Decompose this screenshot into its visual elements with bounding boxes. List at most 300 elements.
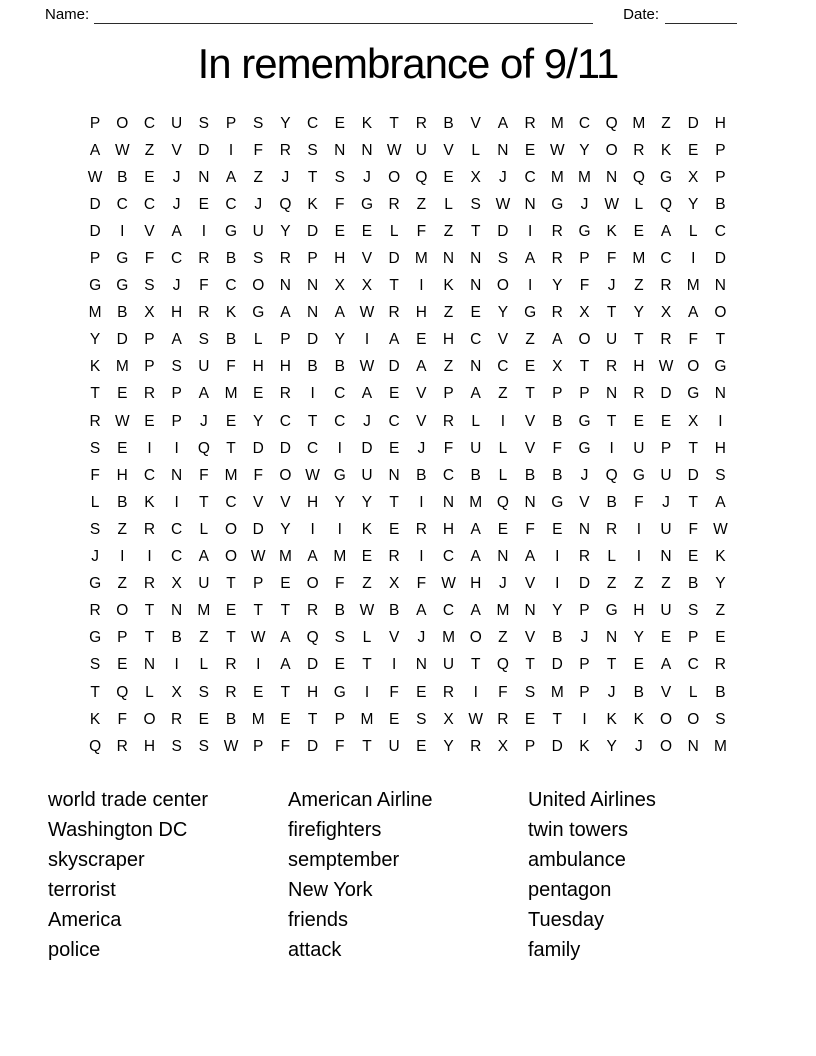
grid-letter: B xyxy=(117,304,128,322)
grid-letter: P xyxy=(715,141,726,159)
grid-letter: Z xyxy=(634,575,644,593)
grid-letter: D xyxy=(388,250,400,268)
grid-letter: O xyxy=(714,304,727,322)
grid-letter: I xyxy=(419,277,424,295)
word-column xyxy=(528,785,768,965)
grid-letter: N xyxy=(606,168,618,186)
grid-letter: T xyxy=(389,114,399,132)
grid-letter: Y xyxy=(334,331,345,349)
grid-letter: U xyxy=(470,439,482,457)
grid-letter: K xyxy=(361,520,373,538)
grid-letter: W xyxy=(223,737,239,755)
grid-letter: N xyxy=(470,277,482,295)
grid-letter: P xyxy=(171,385,182,403)
grid-letter: N xyxy=(714,277,726,295)
grid-letter: F xyxy=(335,737,345,755)
grid-letter: D xyxy=(660,385,672,403)
grid-letter: J xyxy=(580,195,589,213)
grid-letter: S xyxy=(307,141,318,159)
grid-letter: W xyxy=(87,168,103,186)
grid-letter: P xyxy=(660,439,672,457)
grid-letter: T xyxy=(634,331,644,349)
grid-letter: Q xyxy=(605,466,618,484)
grid-letter: C xyxy=(470,331,482,349)
grid-letter: R xyxy=(551,250,563,268)
grid-letter: P xyxy=(171,412,182,430)
grid-letter: H xyxy=(252,358,264,376)
grid-letter: M xyxy=(197,602,211,620)
grid-letter: W xyxy=(549,141,565,159)
grid-letter: R xyxy=(470,737,482,755)
grid-letter: F xyxy=(335,195,345,213)
grid-letter: I xyxy=(174,439,179,457)
grid-letter: C xyxy=(334,412,346,430)
grid-letter: E xyxy=(688,141,699,159)
grid-letter: A xyxy=(307,548,318,566)
grid-letter: A xyxy=(497,114,509,132)
grid-letter: O xyxy=(496,277,509,295)
grid-letter: V xyxy=(416,385,427,403)
grid-letter: S xyxy=(497,250,509,268)
grid-letter: K xyxy=(715,548,726,566)
grid-letter: T xyxy=(579,358,590,376)
grid-letter: R xyxy=(388,548,400,566)
grid-letter: T xyxy=(307,412,318,430)
grid-letter: C xyxy=(279,412,291,430)
grid-letter: C xyxy=(171,250,183,268)
word-list-item: attack xyxy=(288,939,342,962)
grid-letter: T xyxy=(90,683,100,701)
grid-letter: A xyxy=(171,331,182,349)
grid-letter: R xyxy=(551,304,563,322)
grid-letter: E xyxy=(334,656,345,674)
grid-letter: P xyxy=(89,250,101,268)
grid-letter: H xyxy=(171,304,183,322)
grid-letter: I xyxy=(201,222,206,240)
grid-letter: Y xyxy=(688,195,699,213)
grid-letter: S xyxy=(715,710,726,728)
grid-letter: A xyxy=(416,602,427,620)
grid-letter: O xyxy=(660,737,673,755)
grid-letter: Z xyxy=(715,602,726,620)
grid-letter: B xyxy=(334,602,345,620)
date-blank-line[interactable] xyxy=(665,8,737,24)
grid-letter: C xyxy=(714,222,726,240)
grid-letter: V xyxy=(416,412,427,430)
grid-letter: H xyxy=(334,250,346,268)
grid-letter: X xyxy=(497,737,509,755)
grid-letter: M xyxy=(686,277,700,295)
grid-letter: C xyxy=(225,277,237,295)
grid-letter: O xyxy=(469,629,482,647)
grid-letter: Q xyxy=(605,114,618,132)
grid-letter: R xyxy=(714,656,726,674)
word-list-item: friends xyxy=(288,909,349,932)
grid-letter: Z xyxy=(634,277,644,295)
grid-letter: N xyxy=(687,737,699,755)
grid-letter: G xyxy=(714,358,727,376)
grid-letter: M xyxy=(278,548,292,566)
grid-letter: B xyxy=(225,710,237,728)
grid-letter: G xyxy=(551,195,564,213)
grid-letter: N xyxy=(497,141,509,159)
grid-letter: P xyxy=(307,250,318,268)
grid-letter: H xyxy=(279,358,291,376)
grid-letter: G xyxy=(116,277,129,295)
grid-letter: B xyxy=(552,466,563,484)
grid-letter: E xyxy=(388,710,400,728)
grid-letter: A xyxy=(715,493,726,511)
name-blank-line[interactable] xyxy=(94,8,593,24)
grid-letter: H xyxy=(306,493,319,511)
grid-letter: I xyxy=(500,412,506,430)
grid-letter: E xyxy=(280,575,291,593)
grid-letter: U xyxy=(660,466,672,484)
grid-letter: Z xyxy=(443,304,454,322)
grid-letter: N xyxy=(470,250,482,268)
grid-letter: Q xyxy=(279,195,292,213)
grid-letter: K xyxy=(579,737,590,755)
grid-letter: V xyxy=(524,439,536,457)
grid-letter: A xyxy=(660,656,672,674)
grid-letter: D xyxy=(89,222,101,240)
grid-letter: K xyxy=(443,277,454,295)
grid-letter: A xyxy=(416,358,427,376)
grid-letter: K xyxy=(606,222,617,240)
grid-letter: M xyxy=(414,250,428,268)
grid-letter: E xyxy=(416,331,427,349)
grid-letter: D xyxy=(687,466,699,484)
grid-letter: W xyxy=(114,141,130,159)
grid-letter: R xyxy=(225,656,237,674)
grid-letter: Z xyxy=(661,114,671,132)
grid-letter: J xyxy=(199,412,208,430)
grid-letter: J xyxy=(91,548,99,566)
grid-letter: I xyxy=(120,548,125,566)
grid-letter: P xyxy=(715,168,726,186)
grid-letter: E xyxy=(470,304,481,322)
grid-letter: P xyxy=(89,114,101,132)
grid-letter: N xyxy=(334,141,346,159)
grid-letter: M xyxy=(550,168,564,186)
grid-letter: M xyxy=(224,466,238,484)
grid-letter: B xyxy=(171,629,182,647)
grid-letter: S xyxy=(198,683,210,701)
grid-letter: G xyxy=(89,575,102,593)
grid-letter: Y xyxy=(552,602,563,620)
grid-letter: W xyxy=(713,520,728,538)
grid-letter: J xyxy=(580,629,589,647)
grid-letter: M xyxy=(88,304,102,322)
grid-letter: D xyxy=(687,114,699,132)
word-list-item: New York xyxy=(288,879,373,902)
grid-letter: G xyxy=(687,385,700,403)
grid-letter: T xyxy=(280,602,291,620)
grid-letter: B xyxy=(416,466,427,484)
word-column xyxy=(48,785,288,965)
grid-letter: B xyxy=(388,602,400,620)
grid-letter: E xyxy=(117,385,128,403)
grid-letter: Y xyxy=(497,304,509,322)
grid-letter: O xyxy=(116,114,129,132)
page-title: In remembrance of 9/11 xyxy=(197,40,619,87)
grid-letter: T xyxy=(525,385,535,403)
grid-letter: Q xyxy=(415,168,428,186)
grid-letter: J xyxy=(172,195,181,213)
grid-letter: I xyxy=(147,439,152,457)
grid-letter: G xyxy=(360,195,373,213)
grid-letter: N xyxy=(524,493,536,511)
grid-letter: D xyxy=(306,331,319,349)
grid-letter: G xyxy=(252,304,265,322)
grid-letter: D xyxy=(306,222,319,240)
grid-letter: P xyxy=(579,683,590,701)
grid-letter: I xyxy=(555,575,560,593)
grid-letter: L xyxy=(498,439,508,457)
grid-letter: R xyxy=(578,548,591,566)
grid-letter: I xyxy=(392,656,397,674)
grid-letter: N xyxy=(660,548,672,566)
grid-letter: N xyxy=(171,466,183,484)
grid-letter: W xyxy=(250,629,266,647)
grid-letter: T xyxy=(307,710,318,728)
grid-letter: Z xyxy=(443,358,454,376)
grid-letter: T xyxy=(226,575,236,593)
grid-letter: Q xyxy=(116,683,129,701)
grid-letter: S xyxy=(89,439,101,457)
grid-letter: I xyxy=(419,548,424,566)
grid-letter: T xyxy=(280,683,291,701)
grid-letter: A xyxy=(470,385,481,403)
grid-letter: Y xyxy=(334,493,345,511)
grid-letter: T xyxy=(144,602,155,620)
grid-letter: T xyxy=(606,304,617,322)
grid-letter: G xyxy=(89,277,102,295)
grid-letter: F xyxy=(688,331,698,349)
grid-letter: E xyxy=(144,412,155,430)
grid-letter: W xyxy=(359,358,375,376)
grid-letter: W xyxy=(386,141,402,159)
grid-letter: T xyxy=(606,412,617,430)
grid-letter: L xyxy=(253,331,263,349)
grid-letter: E xyxy=(497,520,509,538)
grid-letter: A xyxy=(660,222,672,240)
grid-letter: D xyxy=(551,737,563,755)
word-column xyxy=(288,785,528,965)
word-list-item: firefighters xyxy=(288,819,382,842)
grid-letter: R xyxy=(388,304,400,322)
grid-letter: L xyxy=(688,683,698,701)
grid-letter: H xyxy=(442,331,455,349)
grid-letter: N xyxy=(388,466,400,484)
grid-letter: E xyxy=(388,520,400,538)
grid-letter: A xyxy=(198,548,210,566)
grid-letter: D xyxy=(198,141,210,159)
grid-letter: W xyxy=(305,466,320,484)
grid-letter: F xyxy=(199,466,209,484)
grid-letter: B xyxy=(715,683,726,701)
grid-letter: O xyxy=(660,710,673,728)
grid-letter: P xyxy=(579,656,590,674)
grid-letter: C xyxy=(442,466,455,484)
grid-letter: B xyxy=(688,575,699,593)
grid-letter: S xyxy=(334,629,345,647)
grid-letter: Z xyxy=(443,222,454,240)
grid-letter: A xyxy=(524,548,536,566)
grid-letter: R xyxy=(606,520,618,538)
grid-letter: P xyxy=(443,385,454,403)
grid-letter: F xyxy=(525,520,535,538)
grid-letter: V xyxy=(443,141,454,159)
grid-letter: K xyxy=(660,141,672,159)
grid-letter: X xyxy=(443,710,454,728)
grid-letter: E xyxy=(416,683,427,701)
grid-letter: N xyxy=(470,358,482,376)
grid-letter: I xyxy=(337,439,342,457)
word-list-item: pentagon xyxy=(528,879,612,902)
grid-letter: D xyxy=(551,656,563,674)
grid-letter: D xyxy=(279,439,291,457)
grid-letter: J xyxy=(634,737,643,755)
grid-letter: A xyxy=(89,141,101,159)
grid-letter: B xyxy=(443,114,454,132)
name-label: Name: xyxy=(45,6,90,23)
worksheet-page xyxy=(0,6,816,1056)
grid-letter: R xyxy=(143,575,156,593)
grid-letter: Y xyxy=(280,114,291,132)
grid-letter: Y xyxy=(715,575,726,593)
grid-letter: F xyxy=(552,439,563,457)
grid-letter: P xyxy=(280,331,291,349)
grid-letter: J xyxy=(172,168,181,186)
grid-letter: D xyxy=(116,331,128,349)
grid-letter: L xyxy=(688,222,698,240)
grid-letter: X xyxy=(171,575,182,593)
grid-letter: V xyxy=(361,250,373,268)
grid-letter: V xyxy=(524,575,536,593)
grid-letter: D xyxy=(252,520,264,538)
grid-letter: A xyxy=(470,602,481,620)
grid-letter: D xyxy=(388,358,400,376)
grid-letter: Z xyxy=(525,331,535,349)
grid-letter: B xyxy=(225,250,237,268)
grid-letter: R xyxy=(279,250,291,268)
grid-letter: S xyxy=(198,331,210,349)
grid-letter: V xyxy=(470,114,481,132)
letter-grid xyxy=(82,110,735,760)
grid-letter: G xyxy=(660,168,673,186)
grid-letter: E xyxy=(225,412,237,430)
grid-letter: A xyxy=(470,548,481,566)
grid-letter: W xyxy=(250,548,266,566)
grid-letter: J xyxy=(607,683,616,701)
grid-letter: I xyxy=(473,683,478,701)
grid-letter: T xyxy=(226,629,236,647)
grid-letter: B xyxy=(307,358,318,376)
grid-letter: R xyxy=(279,385,291,403)
grid-letter: Y xyxy=(361,493,373,511)
grid-letter: W xyxy=(468,710,484,728)
grid-letter: Q xyxy=(496,493,509,511)
grid-letter: O xyxy=(252,277,265,295)
grid-letter: N xyxy=(524,195,536,213)
grid-letter: Z xyxy=(606,575,617,593)
grid-letter: C xyxy=(388,412,400,430)
grid-letter: I xyxy=(174,656,179,674)
grid-letter: D xyxy=(89,195,101,213)
grid-letter: C xyxy=(334,385,346,403)
grid-letter: B xyxy=(606,493,617,511)
grid-letter: C xyxy=(660,250,672,268)
grid-letter: Y xyxy=(552,277,563,295)
grid-letter: X xyxy=(334,277,345,295)
grid-letter: G xyxy=(605,602,618,620)
grid-letter: W xyxy=(114,412,130,430)
grid-letter: A xyxy=(280,304,291,322)
grid-letter: K xyxy=(633,710,645,728)
grid-letter: M xyxy=(442,629,455,647)
grid-letter: T xyxy=(525,656,535,674)
grid-letter: X xyxy=(144,304,155,322)
grid-letter: Z xyxy=(416,195,427,213)
grid-letter: G xyxy=(578,439,591,457)
grid-letter: I xyxy=(527,222,533,240)
grid-letter: P xyxy=(144,358,155,376)
grid-letter: E xyxy=(633,412,645,430)
grid-letter: L xyxy=(389,222,399,240)
grid-letter: U xyxy=(171,114,183,132)
grid-letter: O xyxy=(605,141,618,159)
grid-letter: G xyxy=(225,222,238,240)
grid-letter: Q xyxy=(89,737,102,755)
grid-letter: E xyxy=(660,629,672,647)
word-list-item: Washington DC xyxy=(48,819,188,842)
grid-letter: D xyxy=(306,656,319,674)
grid-letter: A xyxy=(361,385,373,403)
grid-letter: R xyxy=(442,412,455,430)
grid-letter: J xyxy=(363,412,371,430)
grid-letter: M xyxy=(115,358,129,376)
grid-letter: G xyxy=(524,304,537,322)
grid-letter: E xyxy=(198,710,210,728)
grid-letter: O xyxy=(143,710,156,728)
grid-letter: E xyxy=(198,195,210,213)
grid-letter: O xyxy=(279,466,292,484)
grid-letter: P xyxy=(334,710,345,728)
grid-letter: E xyxy=(416,737,427,755)
grid-letter: E xyxy=(552,520,563,538)
grid-letter: S xyxy=(144,277,155,295)
grid-letter: C xyxy=(143,195,156,213)
grid-letter: A xyxy=(334,304,345,322)
grid-letter: F xyxy=(117,710,128,728)
grid-letter: E xyxy=(443,168,454,186)
grid-letter: X xyxy=(470,168,481,186)
grid-letter: P xyxy=(579,385,590,403)
grid-letter: T xyxy=(199,493,209,511)
grid-letter: C xyxy=(497,358,509,376)
grid-letter: W xyxy=(359,602,375,620)
grid-letter: X xyxy=(688,168,699,186)
grid-letter: M xyxy=(251,710,265,728)
grid-letter: Y xyxy=(606,737,617,755)
grid-letter: T xyxy=(144,629,155,647)
grid-letter: M xyxy=(550,114,564,132)
grid-letter: T xyxy=(606,656,617,674)
grid-letter: P xyxy=(579,602,590,620)
grid-letter: M xyxy=(224,385,238,403)
grid-letter: J xyxy=(662,493,670,511)
